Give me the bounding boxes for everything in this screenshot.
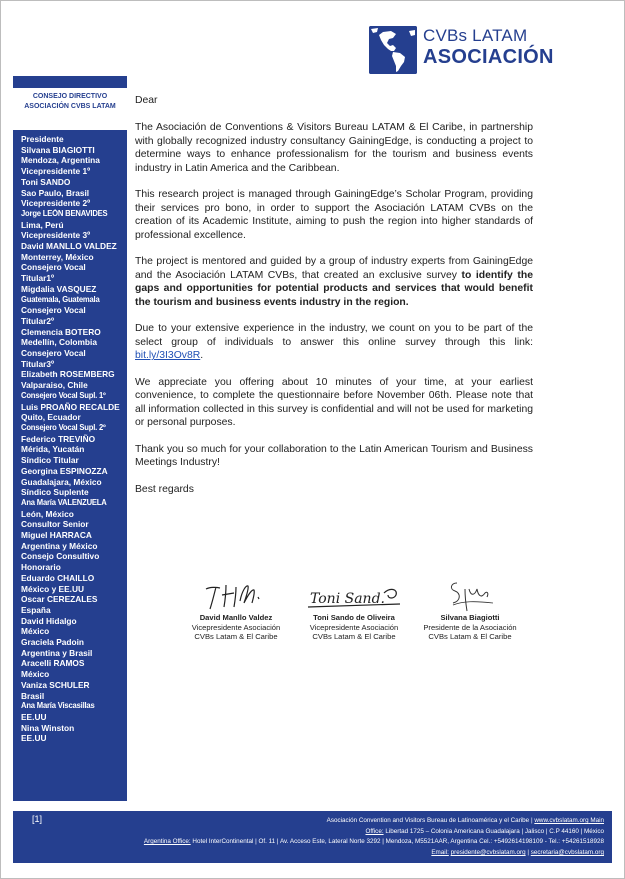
logo	[369, 26, 554, 76]
email-link-secretary[interactable]: secretaria@cvbslatam.org	[530, 849, 604, 856]
signature-2-role: Vicepresidente Asociación	[309, 622, 399, 632]
footer-argentina-label: Argentina Office:	[143, 838, 191, 845]
salutation: Dear	[135, 95, 158, 106]
sidebar-top-bar	[13, 76, 127, 88]
logo-line2: ASOCIACIÓN	[423, 46, 554, 68]
board-member-line: Vaniza SCHULER	[21, 679, 90, 690]
board-member-line: Consejero Vocal Supl. 2º	[21, 422, 106, 432]
board-member-line: David Hidalgo	[21, 615, 77, 626]
board-member-line: Mendoza, Argentina	[21, 155, 100, 166]
americas-map-icon	[369, 26, 417, 74]
board-member-line: Consejo Consultivo	[21, 551, 100, 562]
board-member-line: Vicepresidente 2º	[21, 198, 91, 209]
board-member-line: Federico TREVIÑO	[21, 433, 96, 444]
sidebar-heading-line1: CONSEJO DIRECTIVO	[32, 93, 108, 100]
paragraph-survey-end: .	[200, 350, 204, 362]
closing: Best regards	[135, 484, 194, 496]
logo-line1: CVBs LATAM	[423, 26, 528, 45]
paragraph-mentored-text: The project is mentored and guided by a group of industry experts from GainingEdge and the Asociación LATAM CVBs, that created an exclusive survey	[135, 256, 533, 281]
signature-1-org: CVBs Latam & El Caribe	[194, 632, 278, 642]
board-member-line: Consejero Vocal	[21, 305, 86, 316]
signature-2-script: Toni Sand.	[310, 591, 385, 607]
signature-1-role: Vicepresidente Asociación	[191, 622, 281, 632]
handwritten-signature-1	[196, 577, 276, 613]
board-member-line: España	[21, 604, 51, 615]
website-link[interactable]: www.cvbslatam.org	[534, 817, 589, 824]
signature-2-org: CVBs Latam & El Caribe	[312, 632, 396, 642]
footer-line-3	[144, 838, 604, 846]
board-member-line: Vicepresidente 3º	[21, 230, 91, 241]
board-member-line: Argentina y México	[21, 540, 98, 551]
board-member-line: Elizabeth ROSEMBERG	[21, 369, 115, 380]
board-member-line: Consejero Vocal Supl. 1º	[21, 390, 106, 400]
signature-3-name: Silvana Biagiotti	[440, 613, 500, 622]
paragraph-survey-text: Due to your extensive experience in the industry, we count on you to be part of the select group of individuals to answer this online survey through this link:	[135, 323, 533, 348]
board-member-line: EE.UU	[21, 711, 47, 722]
footer-office-address: Libertad 1725 – Colonia Americana Guadalajara | Jalisco | C.P 44160 | México	[383, 828, 604, 835]
signature-block-1	[180, 577, 292, 642]
board-member-line: Oscar CEREZALES	[21, 594, 98, 605]
footer-line-2	[365, 828, 604, 836]
footer-argentina-address: Hotel InterContinental | Of. 11 | Av. Acceso Este, Lateral Norte 3292 | Mendoza, M5521AAR, Argentina Cel.: +5492614198109 - Tel.: +54261518928	[190, 838, 604, 845]
board-member-line: Monterrey, México	[21, 251, 94, 262]
paragraph-thanks: Thank you so much for your collaboration to the Latin American Tourism and Business Meetings Industry!	[135, 444, 533, 469]
board-member-line: Clemencia BOTERO	[21, 326, 101, 337]
board-member-line: Síndico Suplente	[21, 487, 89, 498]
board-member-line: David MANLLO VALDEZ	[21, 241, 117, 252]
board-member-line: Graciela Padoin	[21, 637, 85, 648]
board-member-line: Titular3º	[21, 358, 55, 369]
letter-body	[135, 94, 533, 497]
board-member-line: Quito, Ecuador	[21, 412, 81, 423]
board-member-line: Argentina y Brasil	[21, 647, 93, 658]
board-member-line: Guadalajara, México	[21, 476, 102, 487]
board-member-line: México	[21, 669, 50, 680]
board-member-line: Silvana BIAGIOTTI	[21, 144, 95, 155]
board-member-line: Aracelli RAMOS	[21, 658, 85, 669]
board-member-line: León, México	[21, 508, 74, 519]
board-member-line: Consultor Senior	[21, 519, 89, 530]
board-member-line: Síndico Titular	[21, 455, 79, 466]
footer-association: Asociación Convention and Visitors Bureau de Latinoamérica y el Caribe	[326, 817, 530, 824]
signature-2-name: Toni Sando de Oliveira	[313, 613, 395, 622]
board-member-line: Luis PROAÑO RECALDE	[21, 401, 120, 412]
board-member-line: Miguel HARRACA	[21, 530, 92, 541]
footnote-marker: [1]	[32, 814, 43, 824]
board-member-line: Migdalia VASQUEZ	[21, 283, 97, 294]
handwritten-signature-3	[435, 577, 505, 613]
footer-email-label: Email:	[431, 849, 449, 856]
board-member-line: Medellín, Colombia	[21, 337, 97, 348]
board-member-line: Jorge LEÓN BENAVIDES	[21, 208, 108, 218]
board-member-line: Presidente	[21, 134, 64, 144]
footer-line-1	[327, 817, 604, 825]
sidebar-heading	[13, 92, 127, 112]
board-member-line: Consejero Vocal	[21, 262, 86, 273]
board-member-line: Toni SANDO	[21, 176, 71, 187]
board-member-line: Ana María VALENZUELA	[21, 497, 107, 507]
footer-line-4	[431, 849, 604, 857]
board-member-line: Vicepresidente 1º	[21, 166, 91, 177]
board-member-line: Valparaiso, Chile	[21, 380, 88, 391]
board-member-line: México	[21, 626, 50, 637]
board-member-line: Consejero Vocal	[21, 348, 86, 359]
board-member-line: Georgina ESPINOZZA	[21, 465, 108, 476]
footer-main-label: Main	[588, 817, 604, 824]
board-member-line: Mérida, Yucatán	[21, 444, 85, 455]
board-member-line: Titular1º	[21, 273, 55, 284]
board-member-line: Titular2º	[21, 315, 55, 326]
paragraph-research: This research project is managed through GainingEdge’s Scholar Program, providing their services pro bono, in order to support the Asociación LATAM CVBs on the creation of its Academic Institute, aiming to push the region into higher standards of professional excellence.	[135, 189, 533, 241]
paragraph-intro: The Asociación de Conventions & Visitors Bureau LATAM & El Caribe, in partnership with globally recognized industry consultancy GainingEdge, is conducting a project to determine ways to enhance professionalism for the tourism and business events industry in Latin America and the Caribbean.	[135, 122, 533, 174]
footer-office-label: Office:	[365, 828, 384, 835]
handwritten-signature-2	[304, 577, 404, 613]
board-member-line: Guatemala, Guatemala	[21, 294, 100, 304]
survey-link[interactable]: bit.ly/3I3Ov8R	[135, 350, 201, 362]
footer-bar	[13, 811, 612, 863]
footer-separator-1: |	[529, 817, 535, 824]
board-member-line: EE.UU	[21, 733, 47, 744]
sidebar-heading-line2: ASOCIACIÓN CVBS LATAM	[24, 103, 116, 110]
signature-3-role: Presidente de la Asociación	[423, 622, 517, 632]
signature-block-2	[296, 577, 412, 642]
paragraph-survey	[135, 322, 533, 362]
board-member-line: México y EE.UU	[21, 583, 85, 594]
signature-1-name: David Manllo Valdez	[199, 613, 273, 622]
board-member-line: Ana María Viscasillas	[21, 701, 95, 711]
paragraph-time: We appreciate you offering about 10 minutes of your time, at your earliest convenience, to complete the questionnaire before November 06th. Please note that all information collected in this survey is confidential and will not be used for marketing or personal purposes.	[135, 377, 533, 429]
board-member-line: Honorario	[21, 562, 61, 573]
signature-block-3	[412, 577, 528, 642]
signature-3-org: CVBs Latam & El Caribe	[428, 632, 512, 642]
board-members-panel	[13, 130, 127, 801]
board-member-line: Sao Paulo, Brasil	[21, 187, 90, 198]
email-link-president[interactable]: presidente@cvbslatam.org	[450, 849, 526, 856]
board-member-line: Nina Winston	[21, 722, 75, 733]
footer-separator-2: |	[525, 849, 531, 856]
board-member-line: Brasil	[21, 690, 45, 701]
paragraph-mentored	[135, 255, 533, 309]
paragraph-mentored-bold: to identify the gaps and opportunities for potential products and services that would benefit the tourism and business events industry in the region.	[135, 269, 533, 308]
board-member-line: Eduardo CHAILLO	[21, 572, 95, 583]
board-member-line: Lima, Perú	[21, 219, 64, 230]
